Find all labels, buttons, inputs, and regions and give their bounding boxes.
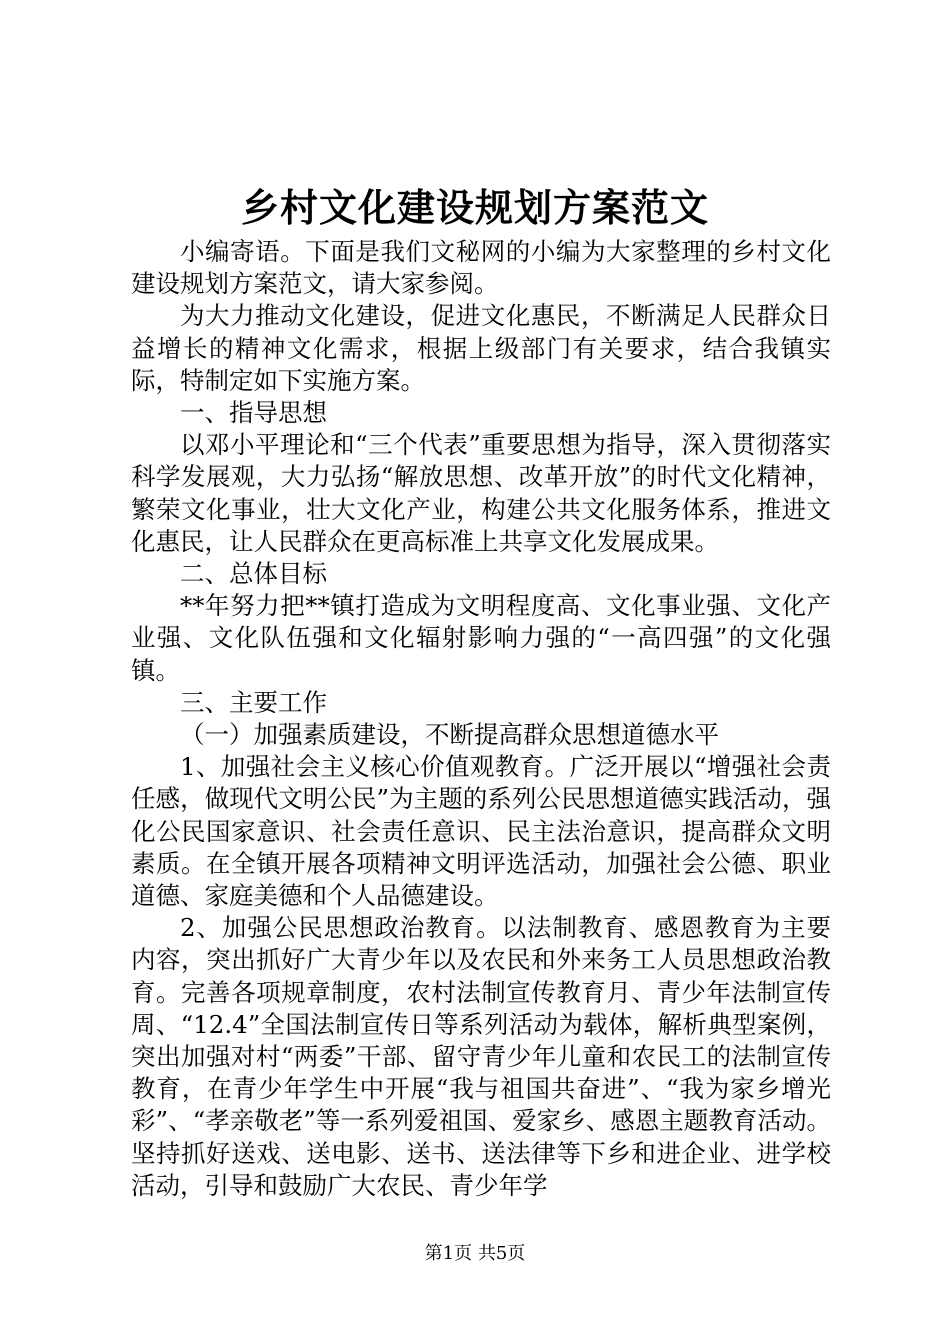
paragraph-core-values: 1、加强社会主义核心价值观教育。广泛开展以“增强社会责任感，做现代文明公民”为主题的系列公民思想道德实践活动，强化公民国家意识、社会责任意识、民主法治意识，提高群众文明素质。在全镇开展各项精神文明评选活动，加强社会公德、职业道德、家庭美德和个人品德建设。: [131, 752, 831, 911]
heading-guiding-ideology: 一、指导思想: [180, 398, 327, 428]
paragraph-intro: 小编寄语。下面是我们文秘网的小编为大家整理的乡村文化建设规划方案范文，请大家参阅。: [131, 237, 831, 299]
heading-main-work: 三、主要工作: [180, 687, 327, 717]
page-number-footer: 第1页 共5页: [424, 1243, 526, 1264]
paragraph-political-education: 2、加强公民思想政治教育。以法制教育、感恩教育为主要内容，突出抓好广大青少年以及农民和外来务工人员思想政治教育。完善各项规章制度，农村法制宣传教育月、青少年法制宣传周、“12.4”全国法制宣传日等系列活动为载体，解析典型案例，突出加强对村“两委”干部、留守青少年儿童和农民工的法制宣传教育，在青少年学生中开展“我与祖国共奋进”、“我为家乡增光彩”、“孝亲敬老”等一系列爱祖国、爱家乡、感恩主题教育活动。坚持抓好送戏、送电影、送书、送法律等下乡和进企业、进学校活动，引导和鼓励广大农民、青少年学: [131, 913, 831, 1200]
paragraph-overall-goal: **年努力把**镇打造成为文明程度高、文化事业强、文化产业强、文化队伍强和文化辐射影响力强的“一高四强”的文化强镇。: [131, 591, 831, 685]
subheading-quality-building: （一）加强素质建设，不断提高群众思想道德水平: [180, 720, 719, 750]
document-body: [131, 236, 831, 1202]
document-title: 乡村文化建设规划方案范文: [240, 185, 709, 230]
paragraph-purpose: 为大力推动文化建设，促进文化惠民，不断满足人民群众日益增长的精神文化需求，根据上级部门有关要求，结合我镇实际，特制定如下实施方案。: [131, 301, 831, 395]
paragraph-guiding-ideology: 以邓小平理论和“三个代表”重要思想为指导，深入贯彻落实科学发展观，大力弘扬“解放思想、改革开放”的时代文化精神，繁荣文化事业，壮大文化产业，构建公共文化服务体系，推进文化惠民，让人民群众在更高标准上共享文化发展成果。: [131, 430, 831, 556]
heading-overall-goal: 二、总体目标: [180, 559, 327, 589]
